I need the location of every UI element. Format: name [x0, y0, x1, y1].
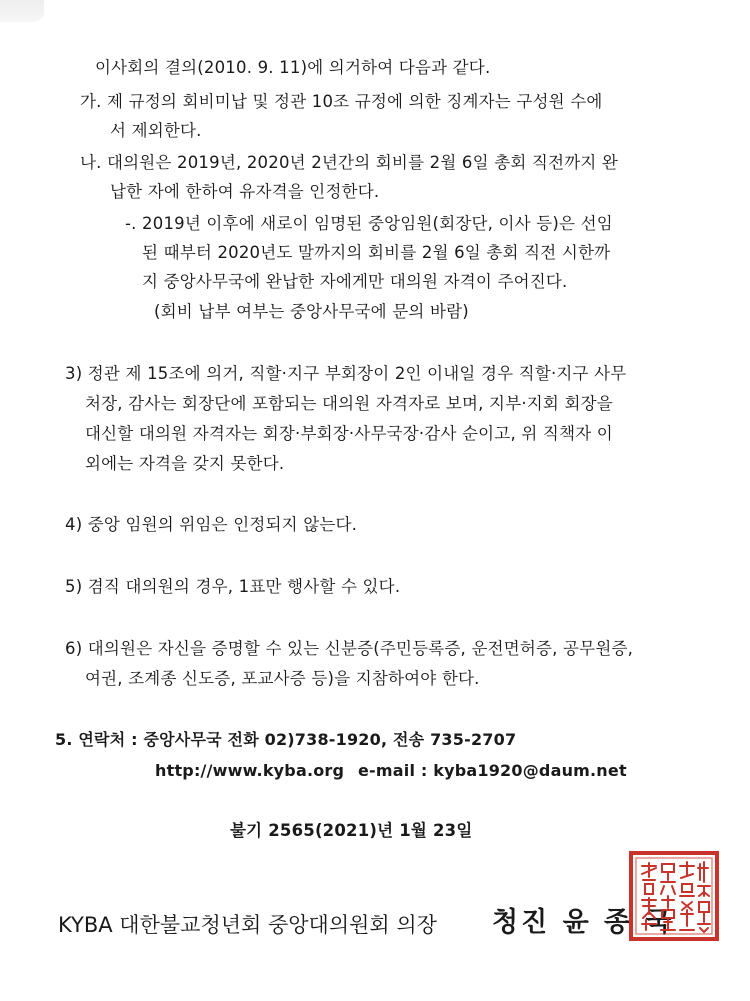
- item4-text: 4) 중앙 임원의 위임은 인정되지 않는다.: [65, 515, 358, 534]
- item6-line-1: 6) 대의원은 자신을 증명할 수 있는 신분증(주민등록증, 운전면허증, 공무원증,: [65, 639, 634, 658]
- footer-organization: KYBA 대한불교청년회 중앙대의원회 의장: [58, 913, 437, 937]
- item3-line-3: 대신할 대의원 자격자는 회장·부회장·사무국장·감사 순이고, 위 직책자 이: [85, 424, 613, 443]
- intro-text: 이사회의 결의(2010. 9. 11)에 의거하여 다음과 같다.: [95, 58, 491, 77]
- item-ga-line-1: 가. 제 규정의 회비미납 및 정관 10조 규정에 의한 징계자는 구성원 수에: [80, 92, 603, 111]
- item6-line-2: 여권, 조계종 신도증, 포교사증 등)을 지참하여야 한다.: [85, 669, 480, 688]
- document-date: 불기 2565(2021)년 1월 23일: [230, 821, 473, 840]
- corner-tab: [0, 0, 44, 22]
- contact-line: 5. 연락처 : 중앙사무국 전화 02)738-1920, 전송 735-2707: [55, 730, 517, 749]
- item-na-line-2: 납한 자에 한하여 유자격을 인정한다.: [110, 182, 380, 201]
- item3-line-2: 처장, 감사는 회장단에 포함되는 대의원 자격자로 보며, 지부·지회 회장을: [85, 394, 613, 413]
- email-address[interactable]: e-mail : kyba1920@daum.net: [358, 761, 627, 780]
- website-link[interactable]: http://www.kyba.org: [155, 761, 345, 780]
- footer-signatory-name: 청진 윤 종 국: [492, 907, 675, 938]
- sub-item-line-3: 지 중앙사무국에 완납한 자에게만 대의원 자격이 주어진다.: [142, 272, 568, 291]
- seal-stamp: [628, 850, 720, 942]
- sub-item-line-2: 된 때부터 2020년도 말까지의 회비를 2월 6일 총회 직전 시한까: [142, 243, 611, 262]
- item3-line-4: 외에는 자격을 갖지 못한다.: [85, 454, 285, 473]
- sub-item-line-1: -. 2019년 이후에 새로이 임명된 중앙임원(회장단, 이사 등)은 선임: [125, 214, 613, 233]
- item5-text: 5) 겸직 대의원의 경우, 1표만 행사할 수 있다.: [65, 577, 401, 596]
- item-ga-line-2: 서 제외한다.: [110, 121, 202, 140]
- item-na-line-1: 나. 대의원은 2019년, 2020년 2년간의 회비를 2월 6일 총회 직전까지 완: [80, 153, 619, 172]
- sub-item-note: (회비 납부 여부는 중앙사무국에 문의 바람): [154, 302, 469, 321]
- item3-line-1: 3) 정관 제 15조에 의거, 직할·지구 부회장이 2인 이내일 경우 직할·지구 사무: [65, 364, 627, 383]
